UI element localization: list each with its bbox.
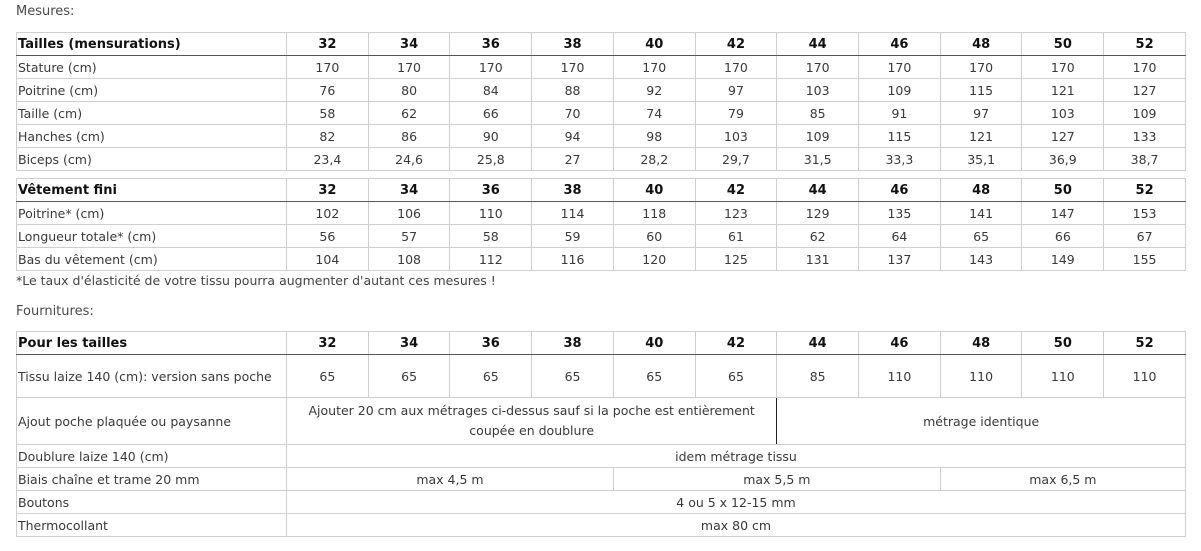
- table-row: [17, 355, 1186, 398]
- value-cell: 147: [1022, 202, 1104, 225]
- value-cell: 120: [613, 248, 695, 271]
- value-cell: 170: [859, 56, 941, 79]
- value-cell: 65: [613, 355, 695, 398]
- value-cell: 170: [368, 56, 450, 79]
- value-cell: 116: [532, 248, 614, 271]
- size-header-cell: 52: [1104, 179, 1186, 202]
- table-row: [17, 148, 1186, 171]
- value-cell: 86: [368, 125, 450, 148]
- value-cell: 103: [1022, 102, 1104, 125]
- header-label: Vêtement fini: [17, 179, 287, 202]
- row-label: Poitrine* (cm): [17, 202, 287, 225]
- value-cell: 149: [1022, 248, 1104, 271]
- size-header-cell: 48: [940, 179, 1022, 202]
- value-cell: 57: [368, 225, 450, 248]
- value-cell: 66: [1022, 225, 1104, 248]
- value-cell: 58: [287, 102, 369, 125]
- row-label: Biceps (cm): [17, 148, 287, 171]
- table-row: [17, 56, 1186, 79]
- value-cell: 65: [287, 355, 369, 398]
- value-cell: 85: [777, 355, 859, 398]
- value-cell: 98: [613, 125, 695, 148]
- value-cell: 56: [287, 225, 369, 248]
- value-cell: 62: [368, 102, 450, 125]
- thermo-cell: max 80 cm: [287, 514, 1186, 537]
- fournitures-table: [16, 331, 1186, 537]
- size-header-cell: 50: [1022, 179, 1104, 202]
- size-header-cell: 36: [450, 332, 532, 355]
- size-header-cell: 36: [450, 33, 532, 56]
- value-cell: 33,3: [859, 148, 941, 171]
- value-cell: 170: [287, 56, 369, 79]
- value-cell: 129: [777, 202, 859, 225]
- size-header-cell: 32: [287, 332, 369, 355]
- value-cell: 79: [695, 102, 777, 125]
- value-cell: 106: [368, 202, 450, 225]
- value-cell: 118: [613, 202, 695, 225]
- value-cell: 170: [695, 56, 777, 79]
- value-cell: 170: [940, 56, 1022, 79]
- biais-cell-a: max 4,5 m: [287, 468, 614, 491]
- size-header-cell: 48: [940, 332, 1022, 355]
- value-cell: 64: [859, 225, 941, 248]
- value-cell: 109: [859, 79, 941, 102]
- value-cell: 65: [940, 225, 1022, 248]
- value-cell: 91: [859, 102, 941, 125]
- size-header-cell: 48: [940, 33, 1022, 56]
- value-cell: 110: [1104, 355, 1186, 398]
- table-row: [17, 398, 1186, 445]
- poche-right-cell: métrage identique: [777, 398, 1186, 445]
- elasticity-note: *Le taux d'élasticité de votre tissu pourra augmenter d'autant ces mesures !: [16, 273, 496, 288]
- row-label: Poitrine (cm): [17, 79, 287, 102]
- size-header-cell: 36: [450, 179, 532, 202]
- table-row: [17, 248, 1186, 271]
- value-cell: 23,4: [287, 148, 369, 171]
- value-cell: 143: [940, 248, 1022, 271]
- value-cell: 170: [532, 56, 614, 79]
- value-cell: 35,1: [940, 148, 1022, 171]
- value-cell: 112: [450, 248, 532, 271]
- value-cell: 65: [450, 355, 532, 398]
- value-cell: 123: [695, 202, 777, 225]
- size-header-cell: 34: [368, 332, 450, 355]
- vetement-fini-table: [16, 178, 1186, 271]
- table-header-row: [17, 33, 1186, 56]
- value-cell: 110: [940, 355, 1022, 398]
- value-cell: 25,8: [450, 148, 532, 171]
- row-label: Boutons: [17, 491, 287, 514]
- value-cell: 65: [368, 355, 450, 398]
- value-cell: 170: [777, 56, 859, 79]
- size-header-cell: 44: [777, 33, 859, 56]
- table-row: [17, 125, 1186, 148]
- value-cell: 65: [532, 355, 614, 398]
- size-header-cell: 42: [695, 332, 777, 355]
- row-label: Bas du vêtement (cm): [17, 248, 287, 271]
- value-cell: 125: [695, 248, 777, 271]
- mensurations-table: [16, 32, 1186, 171]
- size-header-cell: 50: [1022, 332, 1104, 355]
- header-label: Tailles (mensurations): [17, 33, 287, 56]
- mesures-heading: Mesures:: [16, 4, 75, 19]
- value-cell: 170: [613, 56, 695, 79]
- value-cell: 28,2: [613, 148, 695, 171]
- value-cell: 110: [859, 355, 941, 398]
- value-cell: 104: [287, 248, 369, 271]
- row-label: Longueur totale* (cm): [17, 225, 287, 248]
- size-header-cell: 50: [1022, 33, 1104, 56]
- value-cell: 97: [940, 102, 1022, 125]
- table-row: [17, 445, 1186, 468]
- size-header-cell: 38: [532, 33, 614, 56]
- size-header-cell: 32: [287, 33, 369, 56]
- fournitures-heading: Fournitures:: [16, 304, 94, 319]
- doublure-cell: idem métrage tissu: [287, 445, 1186, 468]
- value-cell: 103: [695, 125, 777, 148]
- value-cell: 94: [532, 125, 614, 148]
- value-cell: 61: [695, 225, 777, 248]
- value-cell: 115: [940, 79, 1022, 102]
- table-row: [17, 491, 1186, 514]
- row-label: Biais chaîne et trame 20 mm: [17, 468, 287, 491]
- value-cell: 170: [1104, 56, 1186, 79]
- size-header-cell: 46: [859, 33, 941, 56]
- value-cell: 110: [1022, 355, 1104, 398]
- size-header-cell: 34: [368, 179, 450, 202]
- value-cell: 131: [777, 248, 859, 271]
- row-label: Stature (cm): [17, 56, 287, 79]
- value-cell: 66: [450, 102, 532, 125]
- value-cell: 59: [532, 225, 614, 248]
- value-cell: 60: [613, 225, 695, 248]
- value-cell: 103: [777, 79, 859, 102]
- value-cell: 84: [450, 79, 532, 102]
- value-cell: 58: [450, 225, 532, 248]
- size-header-cell: 52: [1104, 33, 1186, 56]
- value-cell: 29,7: [695, 148, 777, 171]
- table-header-row: [17, 332, 1186, 355]
- value-cell: 76: [287, 79, 369, 102]
- table-row: [17, 102, 1186, 125]
- value-cell: 85: [777, 102, 859, 125]
- size-header-cell: 44: [777, 332, 859, 355]
- value-cell: 121: [940, 125, 1022, 148]
- value-cell: 36,9: [1022, 148, 1104, 171]
- value-cell: 127: [1104, 79, 1186, 102]
- value-cell: 67: [1104, 225, 1186, 248]
- value-cell: 137: [859, 248, 941, 271]
- value-cell: 127: [1022, 125, 1104, 148]
- value-cell: 102: [287, 202, 369, 225]
- size-header-cell: 38: [532, 332, 614, 355]
- size-header-cell: 34: [368, 33, 450, 56]
- value-cell: 92: [613, 79, 695, 102]
- row-label: Tissu laize 140 (cm): version sans poche: [17, 355, 287, 398]
- size-header-cell: 40: [613, 179, 695, 202]
- size-header-cell: 44: [777, 179, 859, 202]
- size-header-cell: 46: [859, 179, 941, 202]
- value-cell: 135: [859, 202, 941, 225]
- value-cell: 114: [532, 202, 614, 225]
- size-header-cell: 46: [859, 332, 941, 355]
- value-cell: 24,6: [368, 148, 450, 171]
- row-label: Ajout poche plaquée ou paysanne: [17, 398, 287, 445]
- table-row: [17, 225, 1186, 248]
- value-cell: 27: [532, 148, 614, 171]
- row-label: Doublure laize 140 (cm): [17, 445, 287, 468]
- table-header-row: [17, 179, 1186, 202]
- biais-cell-b: max 5,5 m: [613, 468, 940, 491]
- size-header-cell: 42: [695, 33, 777, 56]
- value-cell: 70: [532, 102, 614, 125]
- table-row: [17, 468, 1186, 491]
- value-cell: 62: [777, 225, 859, 248]
- value-cell: 65: [695, 355, 777, 398]
- value-cell: 31,5: [777, 148, 859, 171]
- poche-left-cell: Ajouter 20 cm aux métrages ci-dessus sauf si la poche est entièrement coupée en doublure: [287, 398, 777, 445]
- row-label: Hanches (cm): [17, 125, 287, 148]
- row-label: Thermocollant: [17, 514, 287, 537]
- value-cell: 90: [450, 125, 532, 148]
- value-cell: 109: [1104, 102, 1186, 125]
- value-cell: 121: [1022, 79, 1104, 102]
- table-row: [17, 79, 1186, 102]
- value-cell: 74: [613, 102, 695, 125]
- value-cell: 108: [368, 248, 450, 271]
- value-cell: 153: [1104, 202, 1186, 225]
- value-cell: 109: [777, 125, 859, 148]
- value-cell: 170: [450, 56, 532, 79]
- header-label: Pour les tailles: [17, 332, 287, 355]
- size-header-cell: 42: [695, 179, 777, 202]
- value-cell: 110: [450, 202, 532, 225]
- value-cell: 141: [940, 202, 1022, 225]
- value-cell: 155: [1104, 248, 1186, 271]
- size-header-cell: 32: [287, 179, 369, 202]
- biais-cell-c: max 6,5 m: [940, 468, 1185, 491]
- size-header-cell: 38: [532, 179, 614, 202]
- value-cell: 97: [695, 79, 777, 102]
- value-cell: 38,7: [1104, 148, 1186, 171]
- value-cell: 133: [1104, 125, 1186, 148]
- value-cell: 80: [368, 79, 450, 102]
- value-cell: 170: [1022, 56, 1104, 79]
- row-label: Taille (cm): [17, 102, 287, 125]
- boutons-cell: 4 ou 5 x 12-15 mm: [287, 491, 1186, 514]
- value-cell: 82: [287, 125, 369, 148]
- size-header-cell: 40: [613, 33, 695, 56]
- size-header-cell: 40: [613, 332, 695, 355]
- table-row: [17, 514, 1186, 537]
- table-row: [17, 202, 1186, 225]
- value-cell: 115: [859, 125, 941, 148]
- value-cell: 88: [532, 79, 614, 102]
- size-header-cell: 52: [1104, 332, 1186, 355]
